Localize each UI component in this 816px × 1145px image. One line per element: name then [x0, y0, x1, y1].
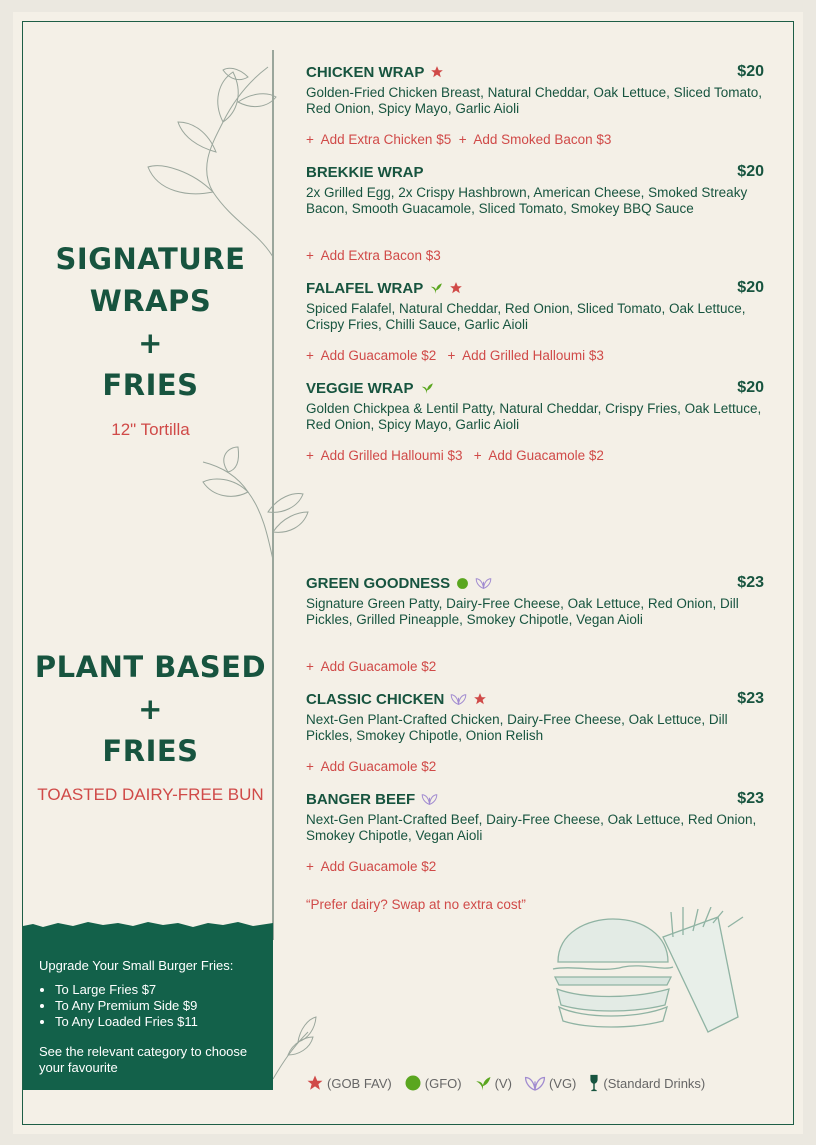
list-item: • To Any Loaded Fries $11	[55, 1014, 198, 1030]
gluten-free-dot-icon	[404, 1074, 422, 1092]
item-description: Spiced Falafel, Natural Cheddar, Red Onion, Sliced Tomato, Oak Lettuce, Crispy Fries, Chilli Sauce, Garlic Aioli	[306, 301, 746, 332]
gluten-free-dot-icon	[456, 577, 469, 590]
list-item: • To Large Fries $7	[55, 982, 198, 998]
star-icon	[473, 692, 487, 706]
star-icon	[449, 281, 463, 295]
section-subtitle: 12" Tortilla	[111, 420, 190, 439]
vegetarian-leaf-icon	[474, 1074, 492, 1092]
legend-label: (Standard Drinks)	[603, 1075, 706, 1091]
title-line: PLANT BASED	[34, 650, 267, 684]
menu-item	[306, 573, 764, 628]
star-icon	[430, 65, 444, 79]
leaf-sprig-illustration	[138, 52, 278, 262]
menu-item	[306, 689, 764, 744]
item-description: Next-Gen Plant-Crafted Beef, Dairy-Free Cheese, Oak Lettuce, Red Onion, Smokey Chipotle, Vegan Aioli	[306, 812, 757, 843]
title-line: FRIES	[102, 734, 199, 768]
item-name: CHICKEN WRAP	[306, 63, 425, 81]
legend-label: (GFO)	[424, 1075, 462, 1091]
vegan-leaf-icon	[450, 692, 467, 706]
burger-fries-illustration	[543, 907, 748, 1037]
item-addons: + Add Extra Chicken $5 + Add Smoked Bacon $3	[306, 132, 612, 147]
torn-edge	[23, 918, 273, 932]
item-addons: + Add Extra Bacon $3	[306, 248, 441, 263]
item-price: $23	[737, 690, 764, 707]
dietary-legend	[306, 1074, 705, 1092]
leaf-sprig-illustration	[268, 1007, 318, 1082]
vegan-leaf-icon	[475, 576, 492, 590]
item-description: Golden-Fried Chicken Breast, Natural Cheddar, Oak Lettuce, Sliced Tomato, Red Onion, Spicy Mayo, Garlic Aioli	[306, 85, 762, 116]
section-title-signature-wraps	[23, 238, 278, 406]
menu-item	[306, 162, 764, 217]
title-line: WRAPS	[89, 284, 212, 318]
upgrade-note: See the relevant category to choose your favourite	[39, 1044, 248, 1075]
dairy-swap-note: “Prefer dairy? Swap at no extra cost”	[306, 897, 526, 912]
upgrade-fries-panel	[23, 930, 273, 1090]
title-line: FRIES	[102, 368, 199, 402]
item-addons: + Add Guacamole $2	[306, 759, 437, 774]
menu-item	[306, 789, 764, 844]
item-price: $20	[737, 379, 764, 396]
item-price: $23	[737, 574, 764, 591]
item-name: CLASSIC CHICKEN	[306, 690, 445, 708]
list-item: • To Any Premium Side $9	[55, 998, 198, 1014]
upgrade-options-list	[39, 982, 198, 1030]
upgrade-heading: Upgrade Your Small Burger Fries:	[39, 958, 234, 973]
section-title-plant-based	[23, 646, 278, 772]
item-description: 2x Grilled Egg, 2x Crispy Hashbrown, American Cheese, Smoked Streaky Bacon, Smooth Guacamole, Sliced Tomato, Smokey BBQ Sauce	[306, 185, 748, 216]
menu-item	[306, 278, 764, 333]
legend-label: (GOB FAV)	[327, 1075, 392, 1091]
item-name: GREEN GOODNESS	[306, 574, 451, 592]
item-addons: + Add Guacamole $2	[306, 659, 437, 674]
item-name: BANGER BEEF	[306, 790, 416, 808]
item-addons: + Add Guacamole $2 + Add Grilled Halloumi $3	[306, 348, 604, 363]
item-price: $20	[737, 279, 764, 296]
item-price: $23	[737, 790, 764, 807]
item-addons: + Add Guacamole $2	[306, 859, 437, 874]
item-description: Golden Chickpea & Lentil Patty, Natural Cheddar, Crispy Fries, Oak Lettuce, Red Onion, Spicy Mayo, Garlic Aioli	[306, 401, 762, 432]
item-description: Next-Gen Plant-Crafted Chicken, Dairy-Free Cheese, Oak Lettuce, Dill Pickles, Smokey Chipotle, Onion Relish	[306, 712, 728, 743]
vegan-leaf-icon	[524, 1074, 546, 1092]
item-description: Signature Green Patty, Dairy-Free Cheese, Oak Lettuce, Red Onion, Dill Pickles, Grilled Pineapple, Smokey Chipotle, Vegan Aioli	[306, 596, 739, 627]
item-name: BREKKIE WRAP	[306, 163, 424, 181]
title-line: +	[138, 692, 163, 726]
legend-label: (V)	[494, 1075, 512, 1091]
star-icon	[306, 1074, 324, 1092]
vegan-leaf-icon	[421, 792, 438, 806]
legend-label: (VG)	[548, 1075, 577, 1091]
menu-item	[306, 62, 764, 117]
item-addons: + Add Grilled Halloumi $3 + Add Guacamole $2	[306, 448, 604, 463]
title-line: SIGNATURE	[55, 242, 246, 276]
item-price: $20	[737, 163, 764, 180]
title-line: +	[138, 326, 163, 360]
vegetarian-leaf-icon	[420, 381, 434, 395]
item-name: FALAFEL WRAP	[306, 279, 424, 297]
vegetarian-leaf-icon	[429, 281, 443, 295]
section-subtitle: TOASTED DAIRY-FREE BUN	[37, 785, 264, 804]
item-price: $20	[737, 63, 764, 80]
menu-page	[13, 12, 803, 1134]
wine-glass-icon	[588, 1074, 600, 1092]
item-name: VEGGIE WRAP	[306, 379, 414, 397]
leaf-sprig-illustration	[198, 442, 313, 562]
menu-item	[306, 378, 764, 433]
